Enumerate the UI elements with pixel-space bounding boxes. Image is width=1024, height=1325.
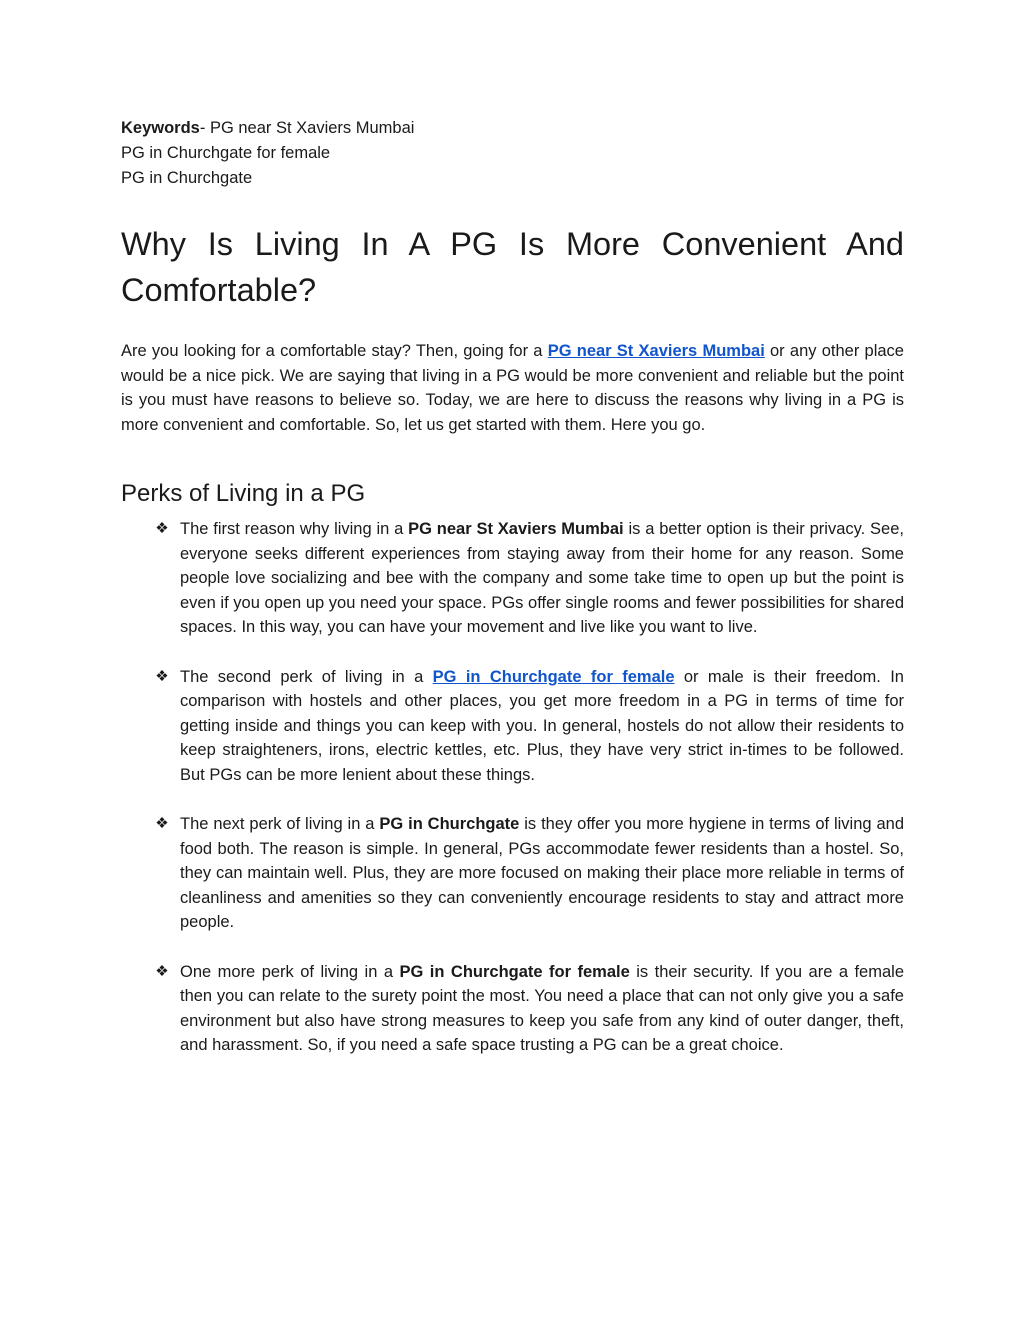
document-page [121,116,904,1083]
diamond-bullet-icon: ❖ [155,667,169,685]
list-item [121,665,904,788]
diamond-bullet-icon: ❖ [155,815,169,832]
perks-list [121,517,904,1058]
list-item [121,517,904,640]
perk-text-after: is their security. If you are a female then you can relate to the surety point the most. You need a place that can not only give you a safe environment but also have strong measures to keep you safe from any kind of outer danger, theft, and harassment. So, if you need a safe space trusting a PG can be a great choice. [180,962,904,1054]
intro-paragraph [121,339,904,437]
keywords-line-2: PG in Churchgate for female [121,144,331,162]
perk-text-after: is they offer you more hygiene in terms of living and food both. The reason is simple. In general, PGs accommodate fewer residents than a hostel. So, they can maintain well. Plus, they are more focused on making their place more reliable in terms of cleanliness and amenities so they can conveniently encourage residents to stay and attract more people. [180,815,905,931]
perk-text-after: is a better option is their privacy. See, everyone seeks different experiences from staying away from their home for any reason. Some people love socializing and bee with the company and some take time to open up but the point is even if you open up you need your space. PGs offer single rooms and fewer possibilities for shared spaces. In this way, you can have your movement and live like you want to live. [180,520,904,636]
intro-before: Are you looking for a comfortable stay? Then, going for a [121,342,548,360]
perk-keyword: PG in Churchgate for female [399,962,630,981]
diamond-bullet-icon: ❖ [155,520,169,537]
perk-link-pg-in-churchgate-for-female[interactable]: PG in Churchgate for female [432,667,675,686]
keywords-line-1 [121,116,904,141]
perk-text-before: The first reason why living in a [180,520,409,538]
intro-after: or any other place would be a nice pick. We are saying that living in a PG would be more convenient and reliable but the point is you must have reasons to believe so. Today, we are here to discuss the reasons why living in a PG is more convenient and comfortable. So, let us get started with them. Here you go. [121,342,904,434]
keywords-line-3: PG in Churchgate [121,169,253,187]
keywords-first: - PG near St Xaviers Mumbai [199,119,415,137]
perk-text-after: or male is their freedom. In comparison with hostels and other places, you get more freedom in a PG in terms of time for getting inside and things you can keep with you. In general, hostels do not allow their residents to keep straighteners, irons, electric kettles, etc. Plus, they have very strict in-times to be followed. But PGs can be more lenient about these things. [180,667,904,784]
perk-keyword: PG near St Xaviers Mumbai [408,520,624,538]
keywords-block [121,116,904,191]
keywords-label: Keywords [121,119,200,137]
page-title: Why Is Living In A PG Is More Convenient And Comfortable? [121,226,904,308]
perk-text-before: The second perk of living in a [180,667,433,686]
perk-text-before: The next perk of living in a [180,815,380,833]
perks-heading: Perks of Living in a PG [121,480,366,507]
perk-keyword: PG in Churchgate [379,815,520,833]
intro-link-pg-near-st-xaviers[interactable]: PG near St Xaviers Mumbai [547,342,765,360]
perk-text-before: One more perk of living in a [180,962,400,981]
diamond-bullet-icon: ❖ [155,962,169,980]
list-item [121,812,904,935]
list-item [121,960,904,1058]
